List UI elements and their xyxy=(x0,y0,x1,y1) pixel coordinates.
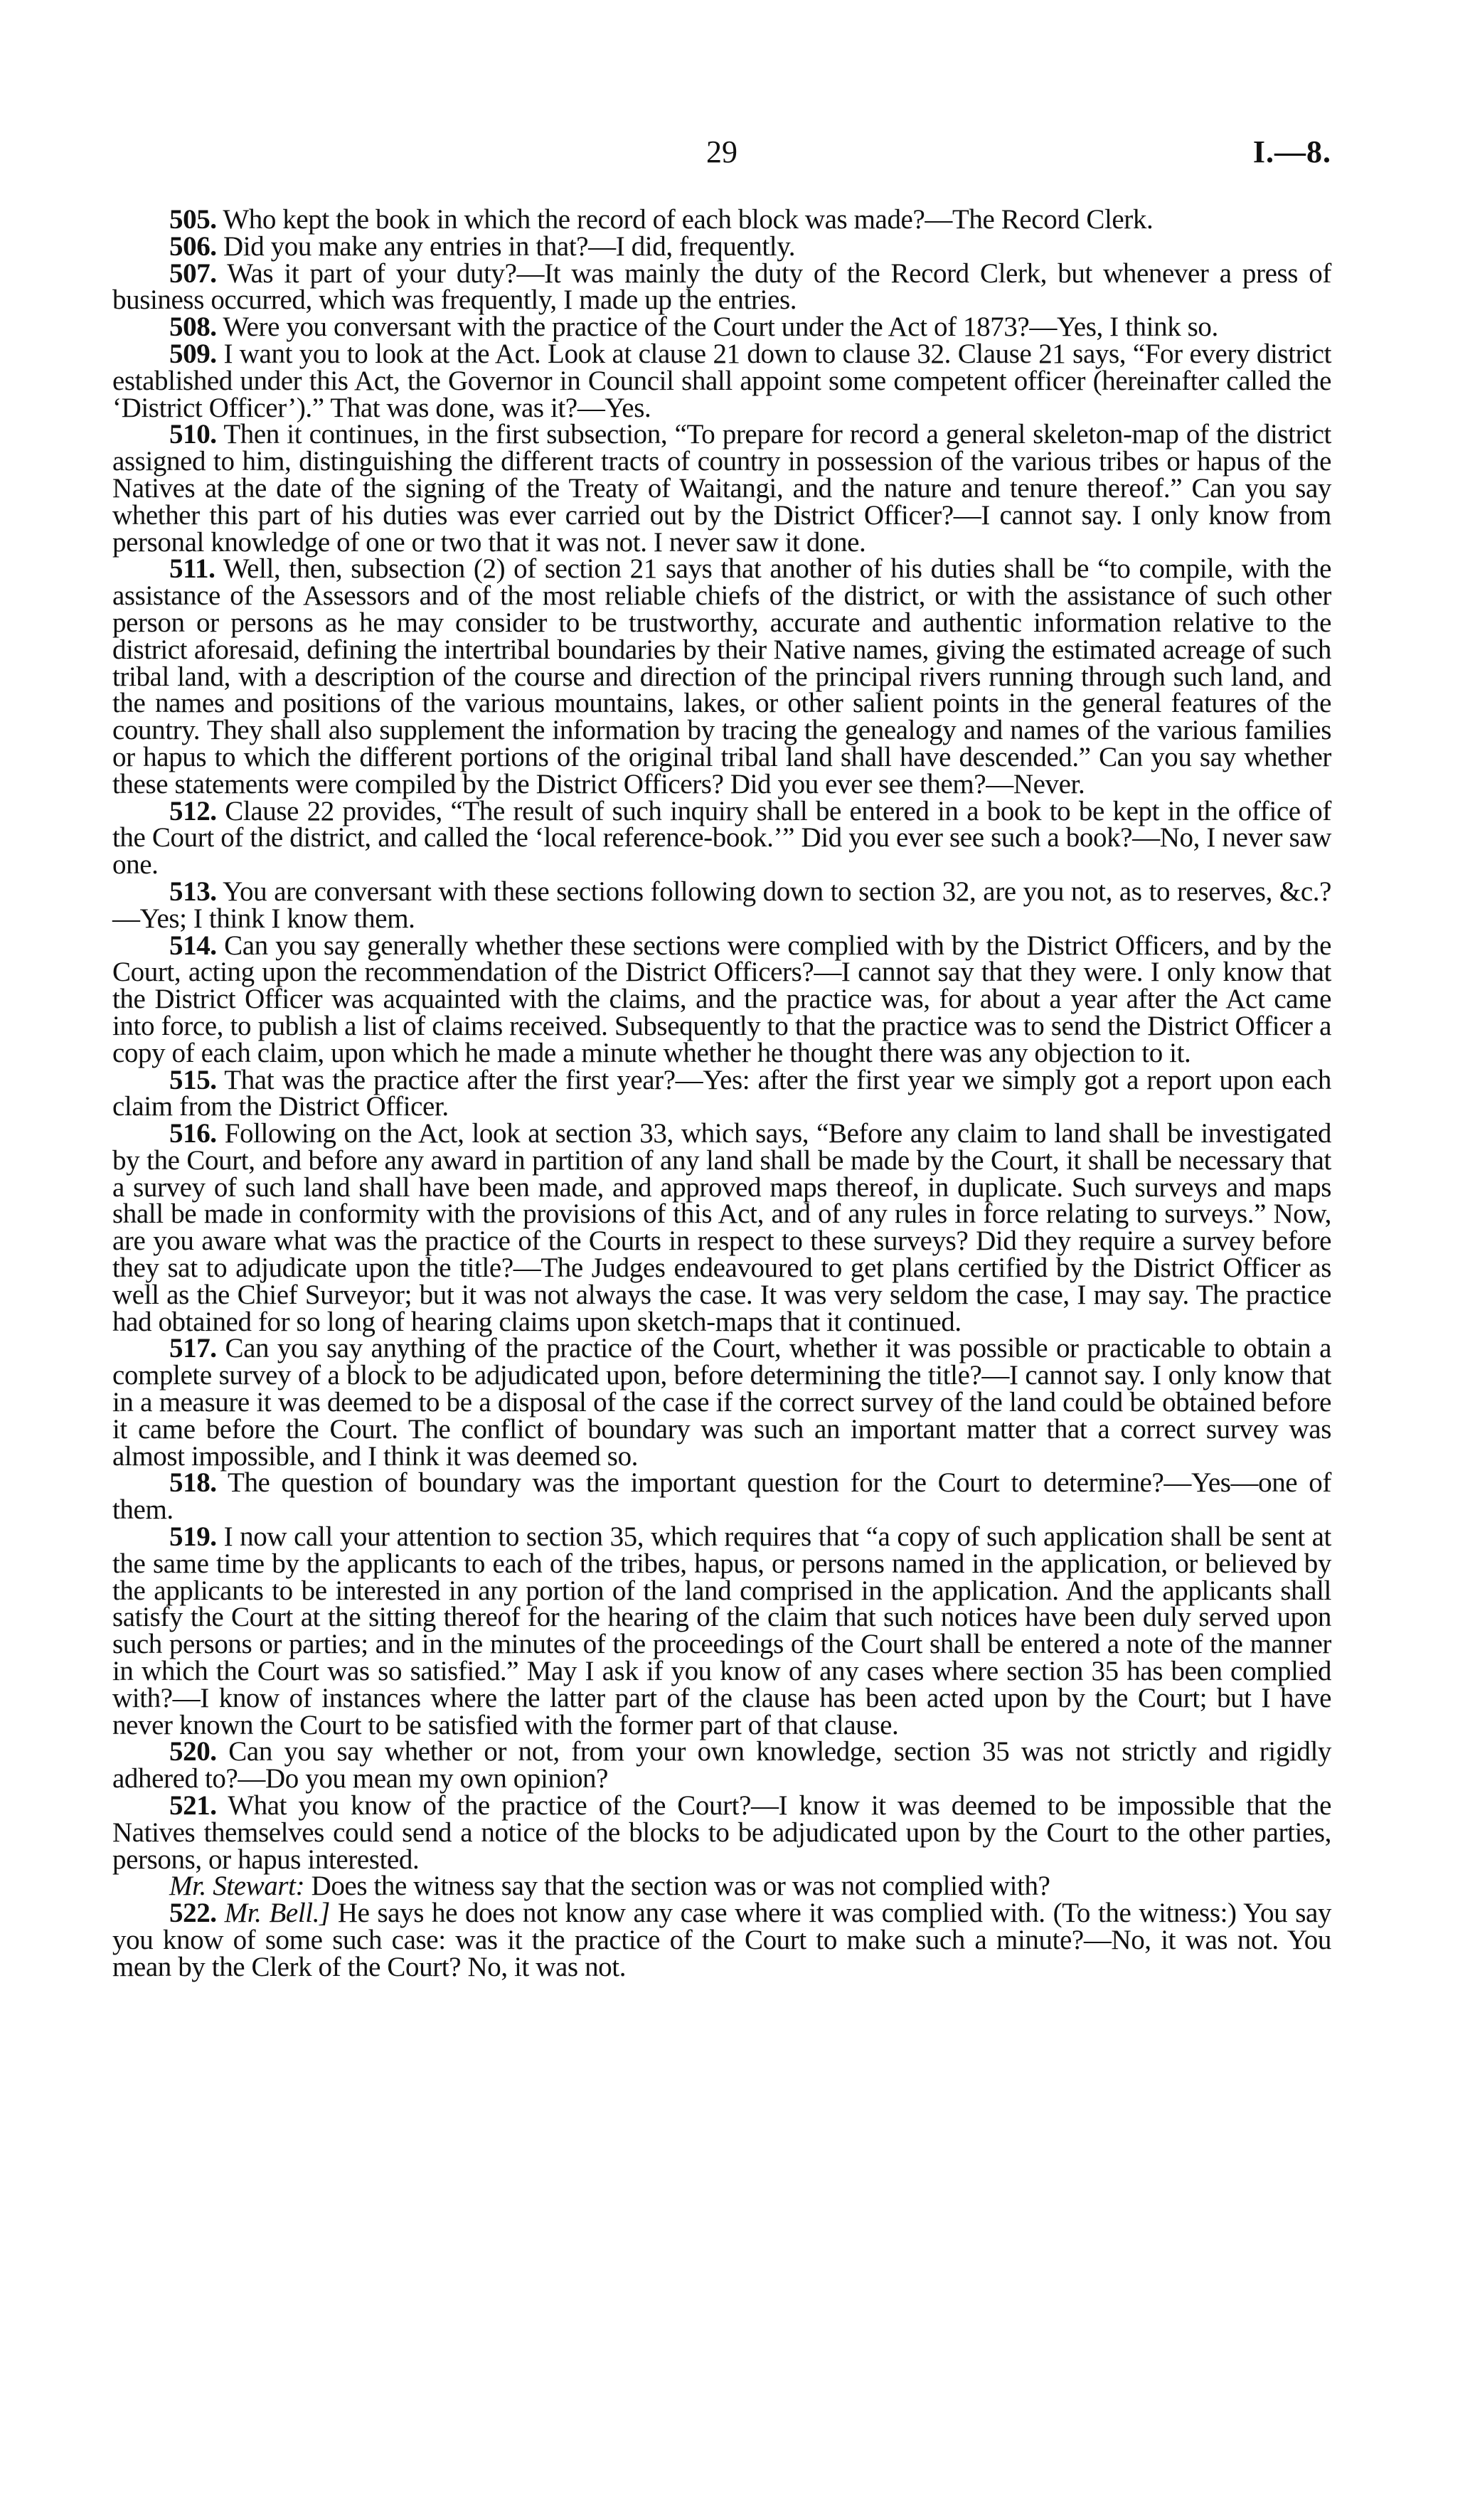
paragraph-text: Can you say generally whether these sections were complied with by the District Officers, and by the Court, acting upon the recommendation of the District Officers?—I cannot say that they were. I only know that the District Officer was acquainted with the claims, and the practice was, for about a year after the Act came into force, to publish a list of claims received. Subsequently to that the practice was to send the District Officer a copy of each claim, upon which he made a minute whether he thought there was any objection to it. xyxy=(112,930,1332,1068)
paragraph-text: He says he does not know any case where it was complied with. (To the witness:) You say you know of some such case: was it the practice of the Court to make such a minute?—No, it was not. You mean by the Clerk of the Court? No, it was not. xyxy=(112,1898,1331,1982)
question-number: 508. xyxy=(169,312,217,343)
paragraph-text: I want you to look at the Act. Look at clause 21 down to clause 32. Clause 21 says, “For every district established under this Act, the Governor in Council shall appoint some competent officer (hereinafter called the ‘District Officer’).” That was done, was it?—Yes. xyxy=(112,338,1332,423)
document-body xyxy=(112,206,1331,1981)
paragraph-text: That was the practice after the first year?—Yes: after the first year we simply got a report upon each claim from the District Officer. xyxy=(112,1064,1331,1122)
paragraph-text: Clause 22 provides, “The result of such inquiry shall be entered in a book to be kept in the office of the Court of the district, and called the ‘local reference-book.’” Did you ever see such a book?—No, I never saw one. xyxy=(112,795,1331,881)
paragraph-text: Were you conversant with the practice of the Court under the Act of 1873?—Yes, I think so. xyxy=(223,312,1218,343)
paragraph-text: You are conversant with these sections following down to section 32, are you not, as to reserves, &c.?—Yes; I think I know them. xyxy=(112,876,1331,934)
question-number: 509. xyxy=(169,338,217,369)
question-paragraph xyxy=(112,932,1331,1067)
question-paragraph xyxy=(112,230,1331,262)
question-number: 511. xyxy=(169,553,215,585)
question-paragraph xyxy=(112,795,1331,881)
paragraph-text: Can you say anything of the practice of the Court, whether it was possible or practicable to obtain a complete survey of a block to be adjudicated upon, before determining the title?—I cannot say. I only know that in a measure it was deemed to be a disposal of the case if the correct survey of the land could be obtained before it came before the Court. The conflict of boundary was such an important matter that a correct survey was almost impossible, and I think it was deemed so. xyxy=(112,1333,1331,1472)
paragraph-text: Did you make any entries in that?—I did, frequently. xyxy=(223,230,796,262)
page-header xyxy=(112,134,1331,176)
question-paragraph xyxy=(112,1873,1331,1900)
page-number: 29 xyxy=(706,134,737,169)
question-number: 514. xyxy=(169,930,217,961)
paragraph-text: What you know of the practice of the Court?—I know it was deemed to be impossible that the Natives themselves could send a notice of the blocks to be adjudicated upon by the Court to the other parties, persons, or hapus interested. xyxy=(112,1790,1331,1875)
question-number: 522. xyxy=(169,1898,217,1929)
question-paragraph xyxy=(112,1333,1331,1472)
question-number: 516. xyxy=(169,1118,217,1149)
document-reference: I.—8. xyxy=(1252,134,1331,169)
question-paragraph xyxy=(112,1469,1331,1524)
question-number: 517. xyxy=(169,1333,217,1364)
question-number: 520. xyxy=(169,1736,217,1767)
speaker-name: Mr. Bell.] xyxy=(224,1898,330,1929)
paragraph-text: The question of boundary was the important question for the Court to determine?—Yes—one of them. xyxy=(112,1467,1331,1526)
question-number: 510. xyxy=(169,419,217,450)
paragraph-text: Who kept the book in which the record of each block was made?—The Record Clerk. xyxy=(223,204,1154,235)
paragraph-text: Can you say whether or not, from your own knowledge, section 35 was not strictly and rigidly adhered to?—Do you mean my own opinion? xyxy=(112,1736,1331,1795)
question-paragraph xyxy=(112,338,1332,423)
question-paragraph xyxy=(112,1521,1331,1740)
question-paragraph xyxy=(112,206,1331,233)
question-paragraph xyxy=(112,555,1331,797)
question-number: 519. xyxy=(169,1521,217,1553)
question-paragraph xyxy=(112,419,1331,558)
question-number: 507. xyxy=(169,257,217,289)
question-paragraph xyxy=(112,1900,1331,1980)
question-number: 506. xyxy=(169,230,217,262)
paragraph-text: Was it part of your duty?—It was mainly the duty of the Record Clerk, but whenever a press of business occurred, which was frequently, I made up the entries. xyxy=(112,257,1331,316)
paragraph-text: Then it continues, in the first subsection, “To prepare for record a general skeleton-map of the district assigned to him, distinguishing the different tracts of country in possession of the various tribes or hapus of the Natives at the date of the signing of the Treaty of Waitangi, and the nature and tenure thereof.” Can you say whether this part of his duties was ever carried out by the District Officer?—I cannot say. I only know from personal knowledge of one or two that it was not. I never saw it done. xyxy=(112,419,1331,558)
question-paragraph xyxy=(112,1064,1331,1122)
question-number: 505. xyxy=(169,204,217,235)
question-number: 512. xyxy=(169,795,217,826)
question-paragraph xyxy=(112,1792,1331,1873)
paragraph-text: Does the witness say that the section was or was not complied with? xyxy=(311,1871,1050,1902)
question-paragraph xyxy=(112,257,1331,316)
question-number: 521. xyxy=(169,1790,217,1822)
question-paragraph xyxy=(112,1736,1331,1795)
speaker-name: Mr. Stewart: xyxy=(169,1871,305,1902)
question-number: 515. xyxy=(169,1064,217,1095)
paragraph-text: Following on the Act, look at section 33, which says, “Before any claim to land shall be investigated by the Court, and before any award in partition of any land shall be made by the Court, it shall be necessary that a survey of such land shall have been made, and approved maps thereof, in duplicate. Such surveys and maps shall be made in conformity with the provisions of this Act, and of any rules in force relating to surveys.” Now, are you aware what was the practice of the Courts in respect to these surveys? Did they require a survey before they sat to adjudicate upon the title?—The Judges endeavoured to get plans certified by the District Officer as well as the Chief Surveyor; but it was not always the case. It was very seldom the case, I may say. The practice had obtained for so long of hearing claims upon sketch-maps that it continued. xyxy=(112,1118,1331,1337)
question-paragraph xyxy=(112,1120,1331,1335)
question-paragraph xyxy=(112,878,1331,932)
question-number: 518. xyxy=(169,1467,217,1499)
paragraph-text: Well, then, subsection (2) of section 21 says that another of his duties shall be “to compile, with the assistance of the Assessors and of the most reliable chiefs of the district, or with the assistance of such other person or persons as he may consider to be trustworthy, accurate and authentic information relative to the district aforesaid, defining the intertribal boundaries by their Native names, giving the estimated acreage of such tribal land, with a description of the course and direction of the principal rivers running through such land, and the names and positions of the various mountains, lakes, or other salient points in the general features of the country. They shall also supplement the information by tracing the genealogy and names of the various families or hapus to which the different portions of the original tribal land shall have descended.” Can you say whether these statements were compiled by the District Officers? Did you ever see them?—Never. xyxy=(112,553,1331,799)
question-number: 513. xyxy=(169,876,217,907)
paragraph-text: I now call your attention to section 35, which requires that “a copy of such application shall be sent at the same time by the applicants to each of the tribes, hapus, or persons named in the application, or believed by the applicants to be interested in any portion of the land comprised in the application. And the applicants shall satisfy the Court at the sitting thereof for the hearing of the claim that such notices have been duly served upon such persons or parties; and in the minutes of the proceedings of the Court shall be entered a note of the manner in which the Court was so satisfied.” May I ask if you know of any cases where section 35 has been complied with?—I know of instances where the latter part of the clause has been acted upon by the Court; but I have never known the Court to be satisfied with the former part of that clause. xyxy=(112,1521,1331,1740)
question-paragraph xyxy=(112,314,1331,341)
